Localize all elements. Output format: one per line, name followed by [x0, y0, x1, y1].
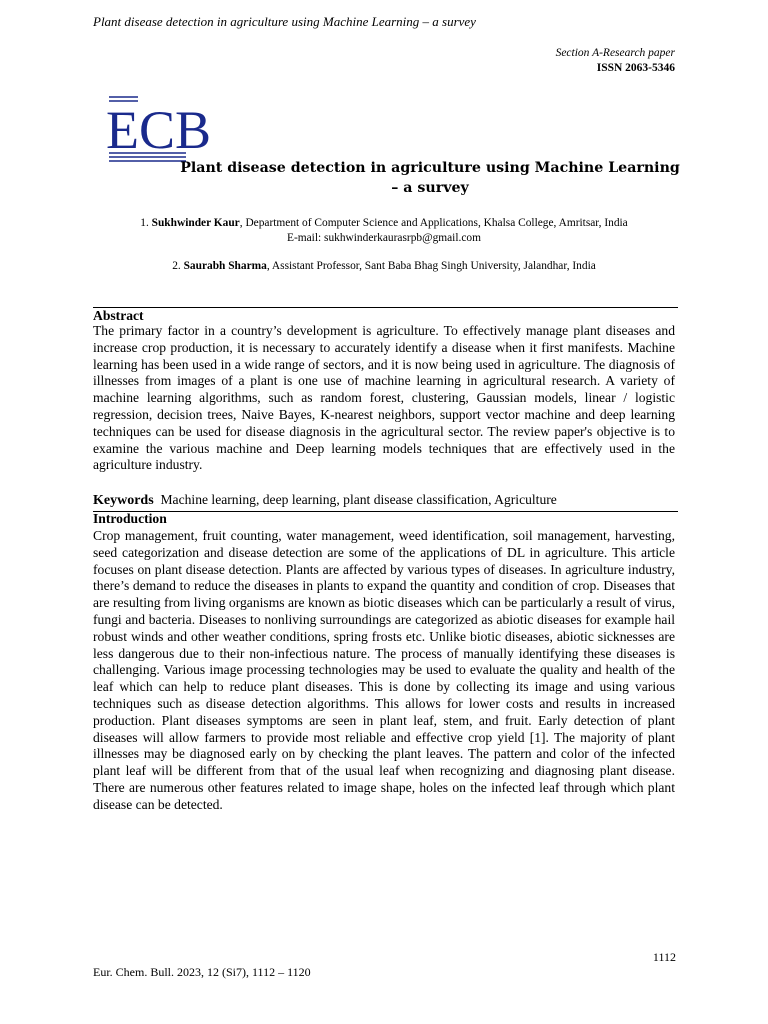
introduction-divider: [93, 511, 678, 512]
author-2: [93, 259, 675, 274]
author-2-affiliation: , Assistant Professor, Sant Baba Bhag Singh University, Jalandhar, India: [266, 260, 596, 272]
running-head: Plant disease detection in agriculture using Machine Learning – a survey: [93, 14, 476, 29]
abstract-divider: [93, 307, 678, 308]
author-2-name: Saurabh Sharma: [183, 260, 267, 272]
ecb-logo: [106, 96, 212, 166]
abstract-heading: Abstract: [93, 308, 144, 323]
section-label: Section A-Research paper: [555, 47, 675, 59]
issn: ISSN 2063-5346: [596, 62, 675, 74]
introduction-text: Crop management, fruit counting, water management, weed identification, soil management, harvesting, seed categorization and disease detection are some of the applications of DL in agriculture. This article focuses on plant disease detection. Plants are affected by various types of diseases. In agriculture industry, there’s demand to reduce the diseases in plants to expand the quantity and condition of crop. Diseases that are resulting from living organisms are known as biotic diseases which can be particularly a result of virus, fungi and bacteria. Diseases to nonliving surroundings are categorized as abiotic diseases for example hail robust winds and other weather conditions, spring frosts etc. Unlike biotic diseases, abiotic sicknesses are less dangerous due to their non-infectious nature. The process of manually identifying these diseases is challenging. Various image processing technologies may be used to evaluate the quality and health of the leaf which can help to reduce plant diseases. This is done by collecting its image and using various techniques such as disease detection algorithms. This allows for lower costs and results in increased production. Plant diseases symptoms are seen in plant leaf, stem, and fruit. Early detection of plant diseases will allow farmers to provide most reliable and effective crop yield [1]. The majority of plant illnesses may be diagnosed early on by checking the plant leaves. The pattern and color of the infected plant leaf will be different from that of the usual leaf when recognizing and diagnosing plant disease. There are numerous other features related to image shape, holes on the infected leaf through which plant disease can be detected.: [93, 528, 675, 812]
keywords-text: Machine learning, deep learning, plant disease classification, Agriculture: [153, 492, 557, 507]
paper-title-line-2: – a survey: [391, 180, 469, 196]
keywords: [93, 492, 557, 509]
introduction-heading: Introduction: [93, 511, 167, 526]
author-1-number: 1.: [140, 217, 152, 229]
paper-title-line-1: Plant disease detection in agriculture using Machine Learning: [180, 160, 680, 176]
keywords-label: Keywords: [93, 493, 154, 508]
author-1: [93, 216, 675, 246]
author-1-name: Sukhwinder Kaur: [151, 217, 240, 229]
page-number: 1112: [652, 950, 676, 964]
abstract-text: The primary factor in a country’s development is agriculture. To effectively manage plant diseases and increase crop production, it is necessary to accurately identify a disease when it first manifests. Machine learning has been used in a wide range of sectors, and it is now being used in agriculture. The diagnosis of illnesses from images of a plant is one use of machine learning in agricultural research. A variety of machine learning algorithms, such as random forest, clustering, Gaussian models, linear / logistic regression, decision trees, Naive Bayes, K-nearest neighbors, support vector machine and deep learning techniques can be used for disease diagnosis in the agricultural sector. The review paper's objective is to examine the various machine and Deep learning models techniques that are effectively used in the agriculture industry.: [93, 323, 675, 473]
author-2-number: 2.: [172, 260, 184, 272]
author-1-affiliation: , Department of Computer Science and Applications, Khalsa College, Amritsar, India: [239, 217, 628, 229]
logo-text: ECB: [106, 100, 212, 160]
footer-citation: Eur. Chem. Bull. 2023, 12 (Si7), 1112 – 1120: [93, 965, 311, 979]
author-1-email: E-mail: sukhwinderkaurasrpb@gmail.com: [287, 232, 481, 244]
paper-title: [150, 158, 710, 198]
